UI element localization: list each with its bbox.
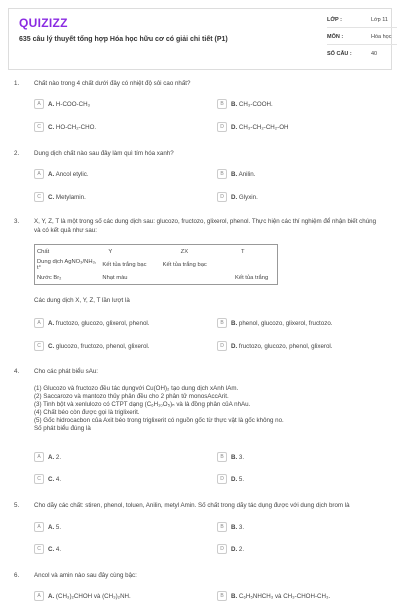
statement: Số phát biểu đúng là (34, 425, 91, 432)
meta-value-subject: Hóa học (371, 34, 392, 40)
question-3 (14, 218, 384, 358)
option-a[interactable]: A A. fructozo, glucozo, glixerol, phenol. (34, 318, 204, 330)
table-cell: Nhạt màu (102, 274, 128, 281)
table-cell: Kết tủa trắng bạc (162, 261, 207, 268)
option-a[interactable]: A A. 5. (34, 522, 204, 534)
option-c[interactable]: C C. HO-CH₂-CHO. (34, 122, 204, 134)
table-row (35, 271, 278, 285)
document-title: 635 câu lý thuyết tổng hợp Hóa học hữu cơ có giải chi tiết (P1) (19, 36, 228, 43)
question-number: 5. (14, 502, 20, 509)
table-header-cell: Chất (37, 248, 50, 255)
option-a[interactable]: A A. (CH₃)₂CHOH và (CH₃)₂NH. (34, 591, 204, 603)
experiment-table (34, 244, 278, 285)
option-b-box: B (217, 169, 227, 179)
option-b-box: B (217, 522, 227, 532)
option-a-box: A (34, 99, 44, 109)
option-a[interactable]: A A. 2. (34, 452, 204, 464)
option-d[interactable]: D D. 5. (217, 474, 387, 486)
question-text: Cho dãy các chất: stiren, phenol, toluen, Anilin, metyl Amin. Số chất trong dãy tác dụng được với dung dịch brom là (34, 502, 350, 509)
option-b[interactable]: B B. CH₃-COOH. (217, 99, 387, 111)
option-d[interactable]: D D. Glyxin. (217, 192, 387, 204)
option-c[interactable]: C C. 4. (34, 544, 204, 556)
option-c-box: C (34, 474, 44, 484)
option-c[interactable]: C C. Metylamin. (34, 192, 204, 204)
table-cell: Kết tủa trắng (235, 274, 269, 281)
option-a-box: A (34, 318, 44, 328)
table-header-row (35, 245, 278, 259)
option-c-box: C (34, 192, 44, 202)
option-d-box: D (217, 192, 227, 202)
question-text: Dung dịch chất nào sau đây làm quì tím hóa xanh? (34, 150, 174, 157)
option-a[interactable]: A A. Ancol etylic. (34, 169, 204, 181)
option-b[interactable]: B B. phenol, glucozo, glixerol, fructozo. (217, 318, 387, 330)
question-4 (14, 368, 384, 492)
question-text: Ancol và amin nào sau đây cùng bậc: (34, 572, 137, 579)
question-followup: Các dung dịch X, Y, Z, T lần lượt là (34, 297, 130, 304)
table-cell: Kết tủa trắng bạc (102, 261, 147, 268)
option-d[interactable]: D D. 2. (217, 544, 387, 556)
meta-value-grade: Lớp 11 (371, 17, 388, 23)
option-b[interactable]: B B. Anilin. (217, 169, 387, 181)
question-number: 2. (14, 150, 20, 157)
option-a-box: A (34, 591, 44, 601)
question-number: 1. (14, 80, 20, 87)
option-d-box: D (217, 122, 227, 132)
statement: (3) Tinh bột và xenlulozo có CTPT dạng (C₆H₁₀O₅)ₙ và là đồng phân củA nhAu. (34, 401, 251, 408)
option-c[interactable]: C C. glucozo, fructozo, phenol, glixerol. (34, 341, 204, 353)
question-1 (14, 80, 384, 140)
option-d-box: D (217, 474, 227, 484)
option-c[interactable]: C C. 4. (34, 474, 204, 486)
question-number: 3. (14, 218, 20, 225)
option-c-box: C (34, 122, 44, 132)
statement: (2) Saccarozo và mantozo thủy phân đều cho 2 phân tử monosAccArit. (34, 393, 229, 400)
question-5 (14, 502, 384, 562)
option-b-box: B (217, 99, 227, 109)
meta-key-count: SỐ CÂU : (327, 51, 352, 57)
table-header-cell: T (241, 248, 245, 255)
option-d[interactable]: D D. CH₃-CH₂-CH₂-OH (217, 122, 387, 134)
statement: (5) Gốc hidrocacbon của Axit béo trong triglixerit có nguồn gốc từ thực vật là gốc không no. (34, 417, 284, 424)
option-a-box: A (34, 522, 44, 532)
option-d[interactable]: D D. fructozo, glucozo, phenol, glixerol. (217, 341, 387, 353)
statement: (4) Chất béo còn được gọi là triglixerit. (34, 409, 140, 416)
question-text: Chất nào trong 4 chất dưới đây có nhiệt độ sôi cao nhất? (34, 80, 191, 87)
meta-key-grade: LỚP : (327, 17, 342, 23)
table-header-cell: Y (108, 248, 113, 255)
question-6 (14, 572, 384, 600)
quizizz-logo: QUIZIZZ (19, 16, 68, 30)
option-b-box: B (217, 452, 227, 462)
table-cell (161, 271, 233, 285)
table-cell: Dung dịch AgNO₃/NH₃, t° (37, 258, 97, 271)
table-cell: Nước Br₂ (37, 274, 62, 281)
option-a-box: A (34, 169, 44, 179)
option-d-box: D (217, 544, 227, 554)
question-number: 6. (14, 572, 20, 579)
document-header (8, 8, 392, 70)
statement: (1) Glucozo và fructozo đều tác dụngvới Cu(OH)₂ tạo dung dịch xAnh lAm. (34, 385, 239, 392)
option-d-box: D (217, 341, 227, 351)
option-b[interactable]: B B. 3. (217, 522, 387, 534)
table-cell (233, 258, 278, 271)
question-text: Cho các phát biểu sAu: (34, 368, 98, 375)
question-2 (14, 150, 384, 210)
option-c-box: C (34, 544, 44, 554)
option-b-box: B (217, 318, 227, 328)
option-c-box: C (34, 341, 44, 351)
meta-value-count: 40 (371, 51, 378, 57)
question-text: X, Y, Z, T là một trong số các dung dịch sau: glucozo, fructozo, glixerol, phenol. Thực hiện các thí nghiệm để nhận biết chúng và có kết quả như sau: (34, 218, 377, 234)
meta-panel (327, 17, 397, 67)
table-row (35, 258, 278, 271)
option-a-box: A (34, 452, 44, 462)
option-a[interactable]: A A. H-COO-CH₃ (34, 99, 204, 111)
option-b[interactable]: B B. 3. (217, 452, 387, 464)
option-b-box: B (217, 591, 227, 601)
meta-key-subject: MÔN : (327, 34, 344, 40)
table-header-cell: ZX (180, 248, 189, 255)
question-number: 4. (14, 368, 20, 375)
option-b[interactable]: B B. C₆H₅NHCH₃ và CH₃-CHOH-CH₃. (217, 591, 387, 603)
